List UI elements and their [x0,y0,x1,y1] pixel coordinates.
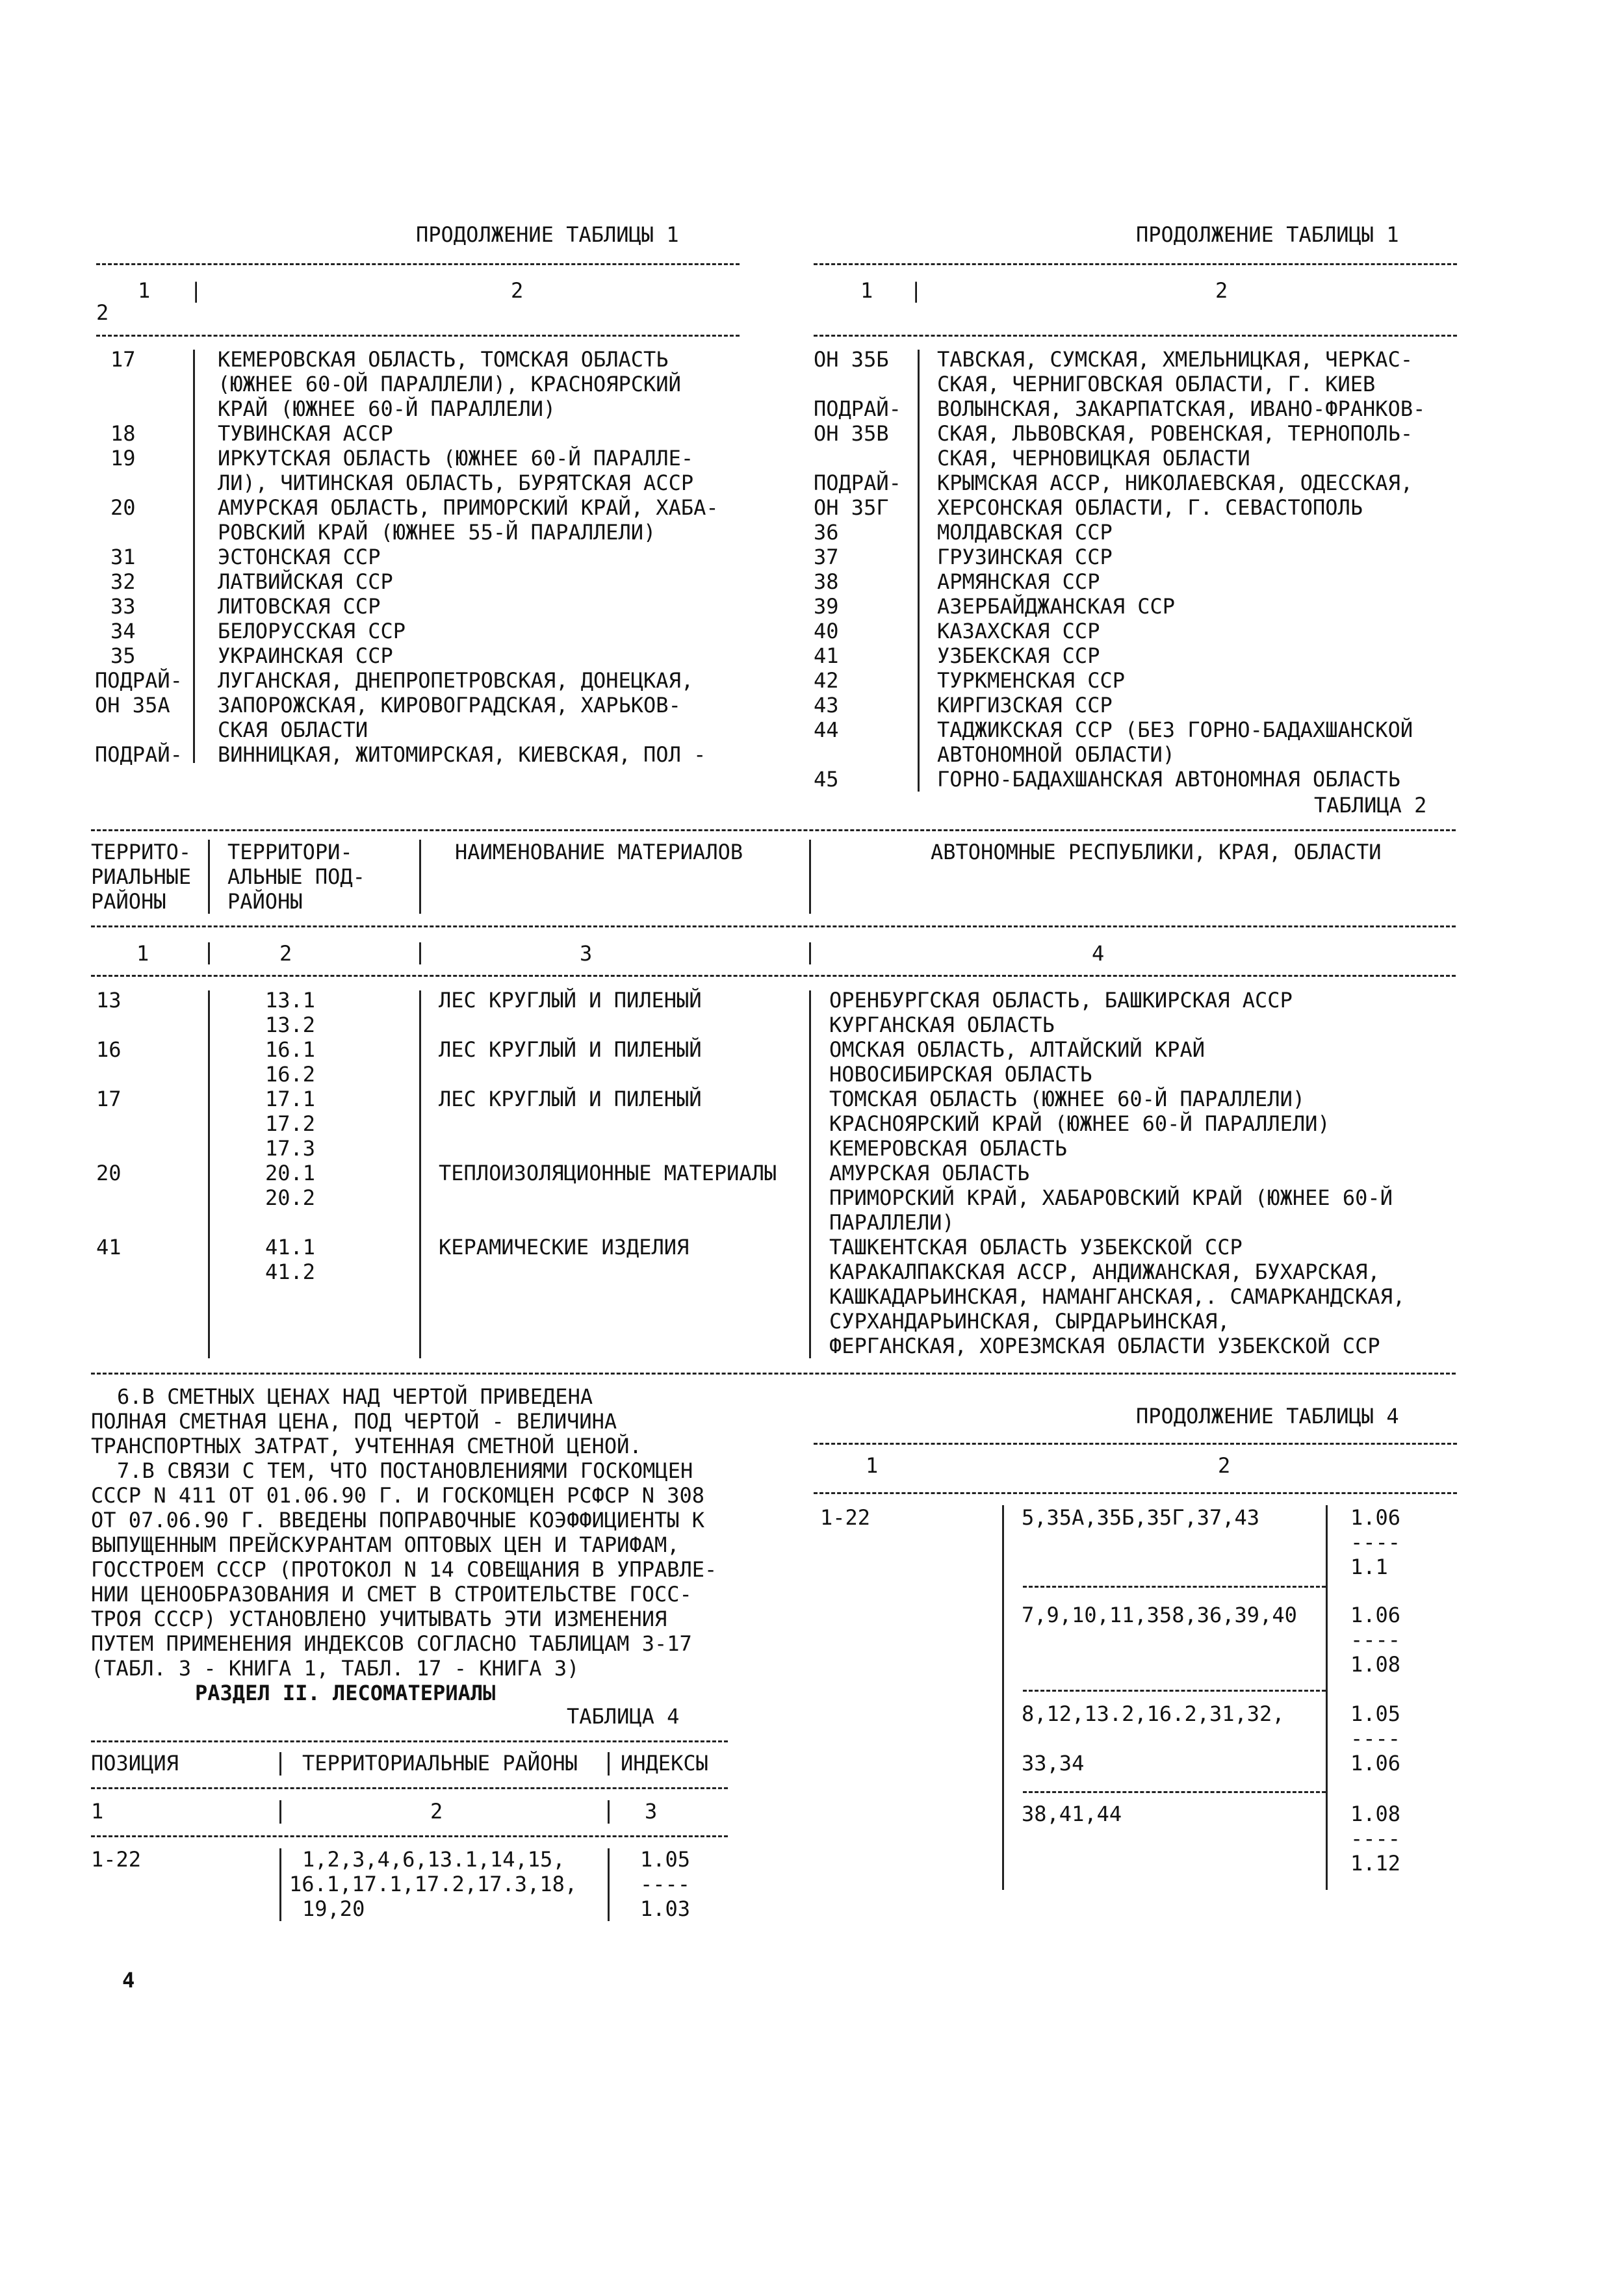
table-row [814,421,1463,446]
cell-region: ПРИМОРСКИЙ КРАЙ, ХАБАРОВСКИЙ КРАЙ (ЮЖНЕЕ 60-Й [829,1185,1393,1210]
table-row [91,1136,1456,1161]
table2-colnum-4: 4 [1092,941,1105,966]
note-line: 7.В СВЯЗИ С ТЕМ, ЧТО ПОСТАНОВЛЕНИЯМИ ГОСКОМЦЕН [117,1458,693,1483]
row-code: ПОДРАЙ- [95,668,183,693]
table4-cont-index-bottom: 1.12 [1350,1851,1401,1876]
row-code: ОН 35В [814,421,889,446]
table2-rule-bottom [91,1373,1456,1375]
row-text: (ЮЖНЕЕ 60-ОЙ ПАРАЛЛЕЛИ), КРАСНОЯРСКИЙ [218,372,681,396]
table4-cont-index-top: 1.06 [1350,1505,1401,1530]
table4-colnum-3: 3 [645,1799,658,1824]
row-code: 39 [814,594,839,619]
row-text: КАЗАХСКАЯ ССР [937,619,1100,643]
table4-cont-body [814,1505,1457,1895]
cell-material: ЛЕС КРУГЛЫЙ И ПИЛЕНЫЙ [439,988,702,1013]
table4-rule-header [91,1787,728,1789]
cell-region: ТОМСКАЯ ОБЛАСТЬ (ЮЖНЕЕ 60-Й ПАРАЛЛЕЛИ) [829,1087,1306,1111]
table4-index-top: 1.05 [640,1847,691,1872]
table-row [814,717,1463,742]
table4-cont-districts: 8,12,13.2,16.2,31,32, [1022,1701,1285,1726]
row-text: ВОЛЫНСКАЯ, ЗАКАРПАТСКАЯ, ИВАНО-ФРАНКОВ- [937,396,1426,421]
table4-position: 1-22 [91,1847,142,1872]
cell-region: КРАСНОЯРСКИЙ КРАЙ (ЮЖНЕЕ 60-Й ПАРАЛЛЕЛИ) [829,1111,1330,1136]
table4-colnum-divider-1 [279,1800,281,1824]
table-row [814,767,1463,792]
table-row [91,1111,1456,1136]
left-table-col2-header: 2 [511,278,524,303]
table4-cont-group-rule [1023,1690,1326,1692]
row-code: ПОДРАЙ- [814,471,901,495]
table-row [91,1309,1456,1334]
note-line: ТРАНСПОРТНЫХ ЗАТРАТ, УЧТЕННАЯ СМЕТНОЙ ЦЕНОЙ. [91,1434,642,1458]
table-row [814,495,1463,520]
row-text: РОВСКИЙ КРАЙ (ЮЖНЕЕ 55-Й ПАРАЛЛЕЛИ) [218,520,656,545]
table-row [91,396,741,421]
cell-region: ФЕРГАНСКАЯ, ХОРЕЗМСКАЯ ОБЛАСТИ УЗБЕКСКОЙ ССР [829,1334,1380,1358]
note-line: НИИ ЦЕНООБРАЗОВАНИЯ И СМЕТ В СТРОИТЕЛЬСТВЕ ГОСС- [91,1582,692,1607]
table-row [814,396,1463,421]
table2-header-c3: НАИМЕНОВАНИЕ МАТЕРИАЛОВ [455,840,743,864]
table-row [91,1185,1456,1210]
table-row [91,594,741,619]
cell-region: КУРГАНСКАЯ ОБЛАСТЬ [829,1013,1055,1037]
note-line: СССР N 411 ОТ 01.06.90 Г. И ГОСКОМЦЕН РСФСР N 308 [91,1483,705,1508]
table4-title: ТАБЛИЦА 4 [567,1704,680,1729]
table4-colnum-2: 2 [430,1799,443,1824]
table-row [91,1087,1456,1111]
table4-index-bottom: 1.03 [640,1896,691,1921]
row-text: КИРГИЗСКАЯ ССР [937,693,1113,717]
table4-body-divider-2 [608,1848,610,1921]
table2-colnum-2: 2 [279,941,292,966]
table-row [91,1260,1456,1284]
table4-cont-index-rule: ---- [1350,1627,1401,1652]
table-row [91,693,741,717]
row-text: АЗЕРБАЙДЖАНСКАЯ ССР [937,594,1176,619]
row-code: ПОДРАЙ- [95,742,183,767]
row-code: 36 [814,520,839,545]
table4-cont-rule-header [814,1492,1457,1494]
left-table-rule-top [96,263,740,265]
table4-cont-index-bottom: 1.06 [1350,1751,1401,1776]
row-text: ТУВИНСКАЯ АССР [218,421,393,446]
row-text: МОЛДАВСКАЯ ССР [937,520,1113,545]
table-row [91,1013,1456,1037]
table-row [814,347,1463,372]
row-code: ОН 35А [95,693,170,717]
row-text: СКАЯ, ЧЕРНИГОВСКАЯ ОБЛАСТИ, Г. КИЕВ [937,372,1376,396]
table2-header-c2-line3: РАЙОНЫ [227,889,303,914]
right-table-col2-header: 2 [1215,278,1228,303]
notes-block [91,1384,780,1722]
table2-header-c4: АВТОНОМНЫЕ РЕСПУБЛИКИ, КРАЯ, ОБЛАСТИ [931,840,1382,864]
table-row [814,372,1463,396]
table-row [814,643,1463,668]
table4-index-rule: ---- [640,1872,691,1896]
left-table-title: ПРОДОЛЖЕНИЕ ТАБЛИЦЫ 1 [416,222,679,247]
cell-district: 16 [96,1037,122,1062]
row-code: 40 [814,619,839,643]
row-text: СКАЯ, ЧЕРНОВИЦКАЯ ОБЛАСТИ [937,446,1250,471]
row-code: 45 [814,767,839,792]
table2-header-divider-1 [208,840,210,914]
table4-cont-group-rule [1023,1791,1326,1793]
cell-subdistrict: 41.2 [265,1260,316,1284]
table4-cont-index-rule: ---- [1350,1726,1401,1751]
cell-district: 20 [96,1161,122,1185]
table4-header-divider-2 [608,1752,610,1776]
row-code: ОН 35Г [814,495,889,520]
table-row [91,988,1456,1013]
cell-subdistrict: 13.2 [265,1013,316,1037]
table2-colnum-divider-3 [809,942,811,964]
table4-cont-colnum-2: 2 [1218,1453,1231,1478]
row-text: ЛАТВИЙСКАЯ ССР [218,569,393,594]
table-row [814,594,1463,619]
table4-cont-index-top: 1.08 [1350,1802,1401,1826]
table2-header-c1-line2: РИАЛЬНЫЕ [91,864,192,889]
table4-colnum-divider-2 [608,1800,610,1824]
table4-districts-line: 16.1,17.1,17.2,17.3,18, [289,1872,578,1896]
table4-rule-top [91,1740,728,1742]
cell-district: 41 [96,1235,122,1260]
cell-region: НОВОСИБИРСКАЯ ОБЛАСТЬ [829,1062,1092,1087]
table4-cont-colnum-1: 1 [866,1453,879,1478]
table4-cont-colnumbers [814,1453,1457,1482]
row-text: КРАЙ (ЮЖНЕЕ 60-Й ПАРАЛЛЕЛИ) [218,396,556,421]
cell-material: ЛЕС КРУГЛЫЙ И ПИЛЕНЫЙ [439,1087,702,1111]
row-code: 38 [814,569,839,594]
table2-rule-header [91,925,1456,927]
row-code: 32 [110,569,136,594]
table2-header [91,840,1456,918]
left-table-col1-header: 1 [138,278,151,303]
cell-subdistrict: 17.3 [265,1136,316,1161]
row-text: ЛИТОВСКАЯ ССР [218,594,381,619]
section-heading: РАЗДЕЛ II. ЛЕСОМАТЕРИАЛЫ [195,1681,496,1705]
table4-cont-index-rule: ---- [1350,1826,1401,1851]
row-code: 37 [814,545,839,569]
table2-colnumbers [91,941,1456,967]
page-number: 4 [122,1968,135,1993]
table-row [814,545,1463,569]
table4-cont-divider-1 [1002,1505,1004,1890]
row-text: АВТОНОМНОЙ ОБЛАСТИ) [937,742,1176,767]
row-code: 41 [814,643,839,668]
row-code: 34 [110,619,136,643]
table4-colnumbers [91,1799,728,1828]
note-line: ПУТЕМ ПРИМЕНЕНИЯ ИНДЕКСОВ СОГЛАСНО ТАБЛИЦАМ 3-17 [91,1631,692,1656]
row-text: ВИННИЦКАЯ, ЖИТОМИРСКАЯ, КИЕВСКАЯ, ПОЛ - [218,742,706,767]
table4-cont-districts: 38,41,44 [1022,1802,1122,1826]
table2-header-c2-line2: АЛЬНЫЕ ПОД- [227,864,365,889]
table-row [91,347,741,372]
row-text: ТАВСКАЯ, СУМСКАЯ, ХМЕЛЬНИЦКАЯ, ЧЕРКАС- [937,347,1413,372]
cell-subdistrict: 13.1 [265,988,316,1013]
table4-cont-group-rule [1023,1586,1326,1588]
note-line: 6.В СМЕТНЫХ ЦЕНАХ НАД ЧЕРТОЙ ПРИВЕДЕНА [117,1384,593,1409]
row-code: 20 [110,495,136,520]
note-line: ВЫПУЩЕННЫМ ПРЕЙСКУРАНТАМ ОПТОВЫХ ЦЕН И ТАРИФАМ, [91,1532,680,1557]
row-text: КЕМЕРОВСКАЯ ОБЛАСТЬ, ТОМСКАЯ ОБЛАСТЬ [218,347,669,372]
table-row [91,495,741,520]
cell-region: АМУРСКАЯ ОБЛАСТЬ [829,1161,1030,1185]
row-text: АРМЯНСКАЯ ССР [937,569,1100,594]
cell-subdistrict: 20.1 [265,1161,316,1185]
row-text: ЛИ), ЧИТИНСКАЯ ОБЛАСТЬ, БУРЯТСКАЯ АССР [218,471,694,495]
table-row [91,668,741,693]
table4-districts-line: 19,20 [302,1896,365,1921]
cell-material: ТЕПЛОИЗОЛЯЦИОННЫЕ МАТЕРИАЛЫ [439,1161,777,1185]
right-table-body [814,347,1463,795]
cell-region: ТАШКЕНТСКАЯ ОБЛАСТЬ УЗБЕКСКОЙ ССР [829,1235,1243,1260]
row-text: УЗБЕКСКАЯ ССР [937,643,1100,668]
table-row [91,520,741,545]
left-table-body [91,347,741,767]
right-table-col-separator: | [910,278,923,303]
cell-region: ОРЕНБУРГСКАЯ ОБЛАСТЬ, БАШКИРСКАЯ АССР [829,988,1293,1013]
cell-subdistrict: 17.2 [265,1111,316,1136]
table4-cont-title: ПРОДОЛЖЕНИЕ ТАБЛИЦЫ 4 [1136,1404,1399,1428]
table-row [91,1235,1456,1260]
table2-rule-colnumbers [91,975,1456,977]
table4-body [91,1847,728,1925]
row-code: ОН 35Б [814,347,889,372]
left-table-rule-header [96,335,740,337]
row-text: ГОРНО-БАДАХШАНСКАЯ АВТОНОМНАЯ ОБЛАСТЬ [937,767,1400,792]
note-line: ОТ 07.06.90 Г. ВВЕДЕНЫ ПОПРАВОЧНЫЕ КОЭФФИЦИЕНТЫ К [91,1508,705,1532]
table4-header-c1: ПОЗИЦИЯ [91,1751,179,1776]
cell-district: 13 [96,988,122,1013]
cell-district: 17 [96,1087,122,1111]
table4-body-divider-1 [279,1848,281,1921]
table2-header-c1-line1: ТЕРРИТО- [91,840,192,864]
row-code: 44 [814,717,839,742]
cell-subdistrict: 41.1 [265,1235,316,1260]
table-row [814,471,1463,495]
row-text: АМУРСКАЯ ОБЛАСТЬ, ПРИМОРСКИЙ КРАЙ, ХАБА- [218,495,719,520]
cell-subdistrict: 20.2 [265,1185,316,1210]
cell-region: ПАРАЛЛЕЛИ) [829,1210,955,1235]
row-code: 33 [110,594,136,619]
row-text: ТУРКМЕНСКАЯ ССР [937,668,1125,693]
table4-cont-divider-2 [1326,1505,1328,1890]
row-code: 43 [814,693,839,717]
table-row [814,569,1463,594]
row-code: 42 [814,668,839,693]
table4-cont-districts: 33,34 [1022,1751,1085,1776]
right-table-rule-header [814,335,1457,337]
table4-cont-index-bottom: 1.1 [1350,1555,1388,1579]
table-row [91,421,741,446]
table-row [814,520,1463,545]
left-table-col-separator: | [190,278,203,303]
table-row [91,1161,1456,1185]
table2-header-c2-line1: ТЕРРИТОРИ- [227,840,353,864]
row-code: 35 [110,643,136,668]
right-table-title: ПРОДОЛЖЕНИЕ ТАБЛИЦЫ 1 [1136,222,1399,247]
table2-colnum-3: 3 [580,941,593,966]
right-table-col1-header: 1 [860,278,873,303]
cell-material: КЕРАМИЧЕСКИЕ ИЗДЕЛИЯ [439,1235,690,1260]
row-text: ЗАПОРОЖСКАЯ, КИРОВОГРАДСКАЯ, ХАРЬКОВ- [218,693,681,717]
row-text: ИРКУТСКАЯ ОБЛАСТЬ (ЮЖНЕЕ 60-Й ПАРАЛЛЕ- [218,446,694,471]
cell-subdistrict: 16.2 [265,1062,316,1087]
table-row [91,717,741,742]
table4-cont-index-rule: ---- [1350,1530,1401,1555]
row-code: 19 [110,446,136,471]
table-row [91,471,741,495]
note-line: ПОЛНАЯ СМЕТНАЯ ЦЕНА, ПОД ЧЕРТОЙ - ВЕЛИЧИНА [91,1409,617,1434]
table-row [91,1062,1456,1087]
cell-region: КАШКАДАРЬИНСКАЯ, НАМАНГАНСКАЯ,. САМАРКАНДСКАЯ, [829,1284,1406,1309]
cell-subdistrict: 16.1 [265,1037,316,1062]
table2-colnum-divider-2 [419,942,421,964]
table-row [814,619,1463,643]
table2-colnum-1: 1 [136,941,149,966]
row-text: ЭСТОНСКАЯ ССР [218,545,381,569]
table-row [91,569,741,594]
table2-header-divider-3 [809,840,811,914]
note-line: (ТАБЛ. 3 - КНИГА 1, ТАБЛ. 17 - КНИГА 3) [91,1656,580,1681]
row-text: УКРАИНСКАЯ ССР [218,643,393,668]
table-row [91,1284,1456,1309]
table4-header [91,1751,728,1779]
table4-districts-line: 1,2,3,4,6,13.1,14,15, [302,1847,565,1872]
table4-cont-index-bottom: 1.08 [1350,1652,1401,1677]
row-text: ХЕРСОНСКАЯ ОБЛАСТИ, Г. СЕВАСТОПОЛЬ [937,495,1363,520]
table4-cont-districts: 5,35А,35Б,35Г,37,43 [1022,1505,1260,1530]
table-row [91,1037,1456,1062]
table4-colnum-1: 1 [91,1799,104,1824]
note-line: ГОССТРОЕМ СССР (ПРОТОКОЛ N 14 СОВЕЩАНИЯ В УПРАВЛЕ- [91,1557,717,1582]
table2-title: ТАБЛИЦА 2 [1314,793,1427,818]
table-row [91,643,741,668]
table2-header-c1-line3: РАЙОНЫ [91,889,166,914]
cell-region: ОМСКАЯ ОБЛАСТЬ, АЛТАЙСКИЙ КРАЙ [829,1037,1205,1062]
table-row [91,742,741,767]
left-table-header-wrap: 2 [96,300,109,325]
right-table-rule-top [814,263,1457,265]
table4-cont-rule-top [814,1443,1457,1445]
table-row [91,372,741,396]
table4-cont-districts: 7,9,10,11,358,36,39,40 [1022,1603,1297,1627]
table4-header-divider-1 [279,1752,281,1776]
table-row [91,446,741,471]
table2-header-divider-2 [419,840,421,914]
table-row [91,1210,1456,1235]
row-text: СКАЯ, ЛЬВОВСКАЯ, РОВЕНСКАЯ, ТЕРНОПОЛЬ- [937,421,1413,446]
note-line: ТРОЯ СССР) УСТАНОВЛЕНО УЧИТЫВАТЬ ЭТИ ИЗМЕНЕНИЯ [91,1607,667,1631]
table4-header-c3: ИНДЕКСЫ [621,1751,708,1776]
table2-body [91,988,1456,1361]
row-text: ЛУГАНСКАЯ, ДНЕПРОПЕТРОВСКАЯ, ДОНЕЦКАЯ, [218,668,694,693]
table-row [814,693,1463,717]
table-row [814,446,1463,471]
row-text: КРЫМСКАЯ АССР, НИКОЛАЕВСКАЯ, ОДЕССКАЯ, [937,471,1413,495]
table4-rule-colnumbers [91,1835,728,1837]
table-row [91,619,741,643]
table-row [814,668,1463,693]
table4-cont-index-top: 1.05 [1350,1701,1401,1726]
table4-cont-index-top: 1.06 [1350,1603,1401,1627]
row-code: 31 [110,545,136,569]
cell-material: ЛЕС КРУГЛЫЙ И ПИЛЕНЫЙ [439,1037,702,1062]
cell-region: СУРХАНДАРЬИНСКАЯ, СЫРДАРЬИНСКАЯ, [829,1309,1230,1334]
row-code: 18 [110,421,136,446]
cell-region: КЕМЕРОВСКАЯ ОБЛАСТЬ [829,1136,1068,1161]
table4-cont-position: 1-22 [820,1505,871,1530]
row-text: СКАЯ ОБЛАСТИ [218,717,368,742]
table-row [91,1334,1456,1358]
table-row [91,545,741,569]
table4-header-c2: ТЕРРИТОРИАЛЬНЫЕ РАЙОНЫ [302,1751,578,1776]
table2-colnum-divider-1 [208,942,210,964]
row-text: БЕЛОРУССКАЯ ССР [218,619,406,643]
cell-subdistrict: 17.1 [265,1087,316,1111]
row-text: ТАДЖИКСКАЯ ССР (БЕЗ ГОРНО-БАДАХШАНСКОЙ [937,717,1413,742]
row-code: 17 [110,347,136,372]
cell-region: КАРАКАЛПАКСКАЯ АССР, АНДИЖАНСКАЯ, БУХАРСКАЯ, [829,1260,1380,1284]
table-row [814,742,1463,767]
row-text: ГРУЗИНСКАЯ ССР [937,545,1113,569]
row-code: ПОДРАЙ- [814,396,901,421]
table2-rule-top [91,829,1456,831]
